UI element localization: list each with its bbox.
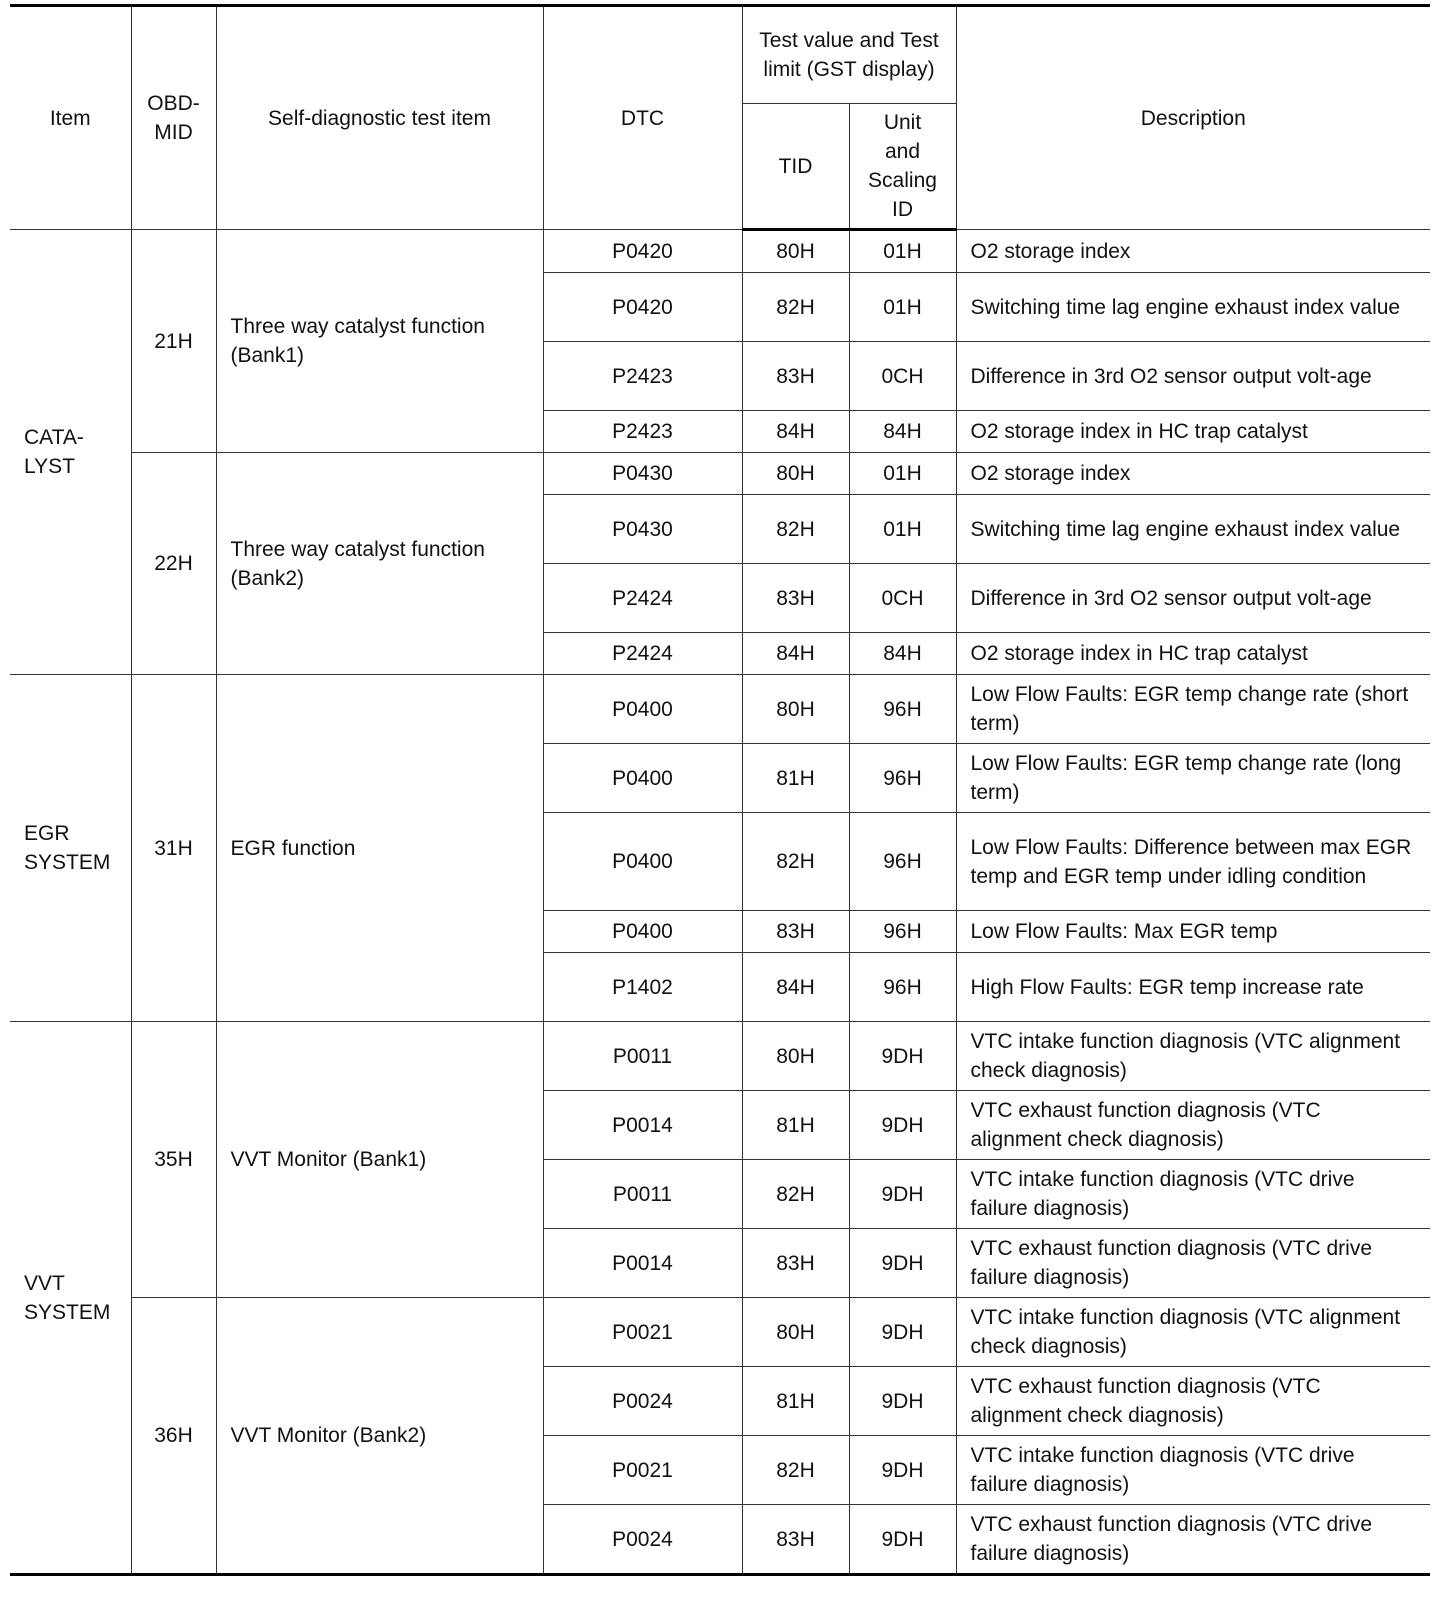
tid-cell: 80H [742, 675, 849, 744]
dtc-cell: P2424 [543, 633, 742, 675]
dtc-cell: P1402 [543, 953, 742, 1022]
dtc-cell: P0024 [543, 1367, 742, 1436]
tid-cell: 80H [742, 230, 849, 273]
unit-scaling-cell: 9DH [849, 1160, 956, 1229]
description-cell: O2 storage index [956, 230, 1430, 273]
description-cell: VTC intake function diagnosis (VTC drive failure diagnosis) [956, 1436, 1430, 1505]
dtc-cell: P2424 [543, 564, 742, 633]
unit-scaling-cell: 84H [849, 411, 956, 453]
dtc-cell: P0011 [543, 1160, 742, 1229]
dtc-cell: P0014 [543, 1229, 742, 1298]
obd-mid-cell: 21H [131, 230, 216, 453]
dtc-cell: P0021 [543, 1436, 742, 1505]
description-cell: VTC exhaust function diagnosis (VTC alignment check diagnosis) [956, 1091, 1430, 1160]
table-row [10, 1022, 1430, 1091]
header-dtc: DTC [543, 6, 742, 230]
item-group-cell: CATA-LYST [10, 230, 131, 675]
dtc-cell: P0420 [543, 230, 742, 273]
unit-scaling-cell: 9DH [849, 1298, 956, 1367]
description-cell: VTC exhaust function diagnosis (VTC drive failure diagnosis) [956, 1229, 1430, 1298]
tid-cell: 83H [742, 1505, 849, 1575]
tid-cell: 83H [742, 911, 849, 953]
description-cell: O2 storage index [956, 453, 1430, 495]
dtc-cell: P0400 [543, 813, 742, 911]
unit-scaling-cell: 9DH [849, 1229, 956, 1298]
obd-mid-cell: 22H [131, 453, 216, 675]
test-item-cell: VVT Monitor (Bank2) [216, 1298, 543, 1575]
description-cell: Low Flow Faults: EGR temp change rate (long term) [956, 744, 1430, 813]
unit-scaling-cell: 9DH [849, 1367, 956, 1436]
tid-cell: 82H [742, 1436, 849, 1505]
unit-scaling-cell: 96H [849, 813, 956, 911]
test-item-cell: Three way catalyst function (Bank2) [216, 453, 543, 675]
dtc-cell: P0400 [543, 744, 742, 813]
test-item-cell: Three way catalyst function (Bank1) [216, 230, 543, 453]
unit-scaling-cell: 01H [849, 495, 956, 564]
header-tid: TID [742, 104, 849, 230]
table-body [10, 230, 1430, 1575]
tid-cell: 80H [742, 1298, 849, 1367]
header-test-item: Self-diagnostic test item [216, 6, 543, 230]
header-description: Description [956, 6, 1430, 230]
unit-scaling-cell: 01H [849, 453, 956, 495]
description-cell: VTC exhaust function diagnosis (VTC alignment check diagnosis) [956, 1367, 1430, 1436]
unit-scaling-cell: 0CH [849, 564, 956, 633]
description-cell: Low Flow Faults: Difference between max EGR temp and EGR temp under idling condition [956, 813, 1430, 911]
unit-scaling-cell: 9DH [849, 1091, 956, 1160]
tid-cell: 82H [742, 1160, 849, 1229]
obd-mid-cell: 31H [131, 675, 216, 1022]
description-cell: Low Flow Faults: EGR temp change rate (short term) [956, 675, 1430, 744]
dtc-cell: P0011 [543, 1022, 742, 1091]
test-item-cell: EGR function [216, 675, 543, 1022]
table-row [10, 1298, 1430, 1367]
unit-scaling-cell: 96H [849, 911, 956, 953]
description-cell: Difference in 3rd O2 sensor output volt-age [956, 342, 1430, 411]
unit-scaling-cell: 96H [849, 953, 956, 1022]
table-row [10, 675, 1430, 744]
unit-scaling-cell: 84H [849, 633, 956, 675]
dtc-cell: P2423 [543, 411, 742, 453]
tid-cell: 83H [742, 564, 849, 633]
description-cell: VTC exhaust function diagnosis (VTC drive failure diagnosis) [956, 1505, 1430, 1575]
description-cell: VTC intake function diagnosis (VTC alignment check diagnosis) [956, 1022, 1430, 1091]
tid-cell: 82H [742, 813, 849, 911]
dtc-cell: P0021 [543, 1298, 742, 1367]
description-cell: O2 storage index in HC trap catalyst [956, 411, 1430, 453]
item-group-cell: EGR SYSTEM [10, 675, 131, 1022]
description-cell: VTC intake function diagnosis (VTC drive failure diagnosis) [956, 1160, 1430, 1229]
description-cell: VTC intake function diagnosis (VTC alignment check diagnosis) [956, 1298, 1430, 1367]
item-group-cell: VVT SYSTEM [10, 1022, 131, 1575]
description-cell: Switching time lag engine exhaust index value [956, 273, 1430, 342]
unit-scaling-cell: 96H [849, 744, 956, 813]
table-row [10, 230, 1430, 273]
unit-scaling-cell: 0CH [849, 342, 956, 411]
header-item: Item [10, 6, 131, 230]
description-cell: Switching time lag engine exhaust index value [956, 495, 1430, 564]
unit-scaling-cell: 9DH [849, 1436, 956, 1505]
unit-scaling-cell: 01H [849, 273, 956, 342]
tid-cell: 84H [742, 411, 849, 453]
tid-cell: 81H [742, 1367, 849, 1436]
obd-mid-cell: 35H [131, 1022, 216, 1298]
obd-mid-test-table [10, 4, 1430, 1576]
dtc-cell: P0420 [543, 273, 742, 342]
tid-cell: 81H [742, 744, 849, 813]
tid-cell: 81H [742, 1091, 849, 1160]
dtc-cell: P0430 [543, 495, 742, 564]
tid-cell: 80H [742, 453, 849, 495]
description-cell: O2 storage index in HC trap catalyst [956, 633, 1430, 675]
description-cell: Low Flow Faults: Max EGR temp [956, 911, 1430, 953]
tid-cell: 80H [742, 1022, 849, 1091]
tid-cell: 83H [742, 342, 849, 411]
tid-cell: 84H [742, 953, 849, 1022]
dtc-cell: P0014 [543, 1091, 742, 1160]
unit-scaling-cell: 01H [849, 230, 956, 273]
tid-cell: 82H [742, 273, 849, 342]
tid-cell: 82H [742, 495, 849, 564]
obd-mid-cell: 36H [131, 1298, 216, 1575]
table-header [10, 6, 1430, 230]
tid-cell: 83H [742, 1229, 849, 1298]
dtc-cell: P0400 [543, 675, 742, 744]
unit-scaling-cell: 9DH [849, 1022, 956, 1091]
dtc-cell: P2423 [543, 342, 742, 411]
description-cell: High Flow Faults: EGR temp increase rate [956, 953, 1430, 1022]
description-cell: Difference in 3rd O2 sensor output volt-age [956, 564, 1430, 633]
unit-scaling-cell: 9DH [849, 1505, 956, 1575]
tid-cell: 84H [742, 633, 849, 675]
unit-scaling-cell: 96H [849, 675, 956, 744]
dtc-cell: P0430 [543, 453, 742, 495]
header-test-value-group: Test value and Test limit (GST display) [742, 6, 956, 104]
table-row [10, 453, 1430, 495]
dtc-cell: P0400 [543, 911, 742, 953]
header-unit-scaling-id: Unit and Scaling ID [849, 104, 956, 230]
dtc-cell: P0024 [543, 1505, 742, 1575]
header-obd-mid: OBD-MID [131, 6, 216, 230]
test-item-cell: VVT Monitor (Bank1) [216, 1022, 543, 1298]
